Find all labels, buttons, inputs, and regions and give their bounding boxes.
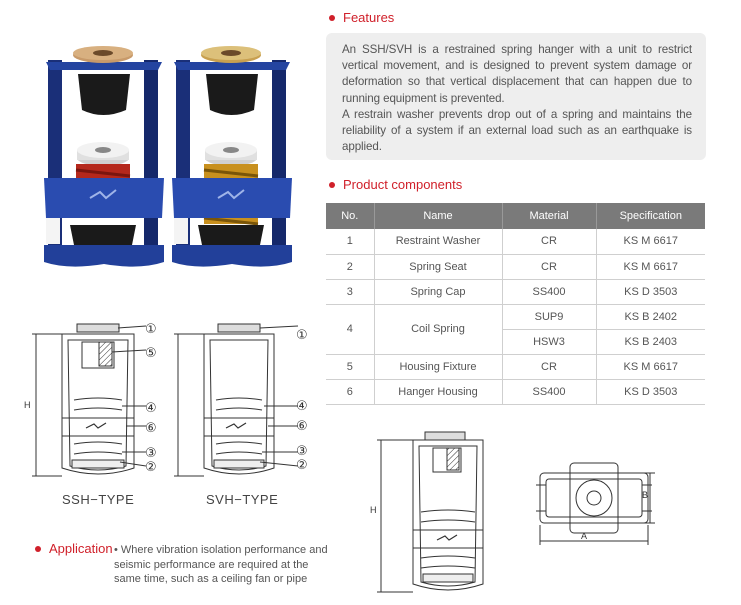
table-row — [326, 229, 705, 254]
header-material: Material — [502, 203, 596, 229]
callout-6: ⑥ — [296, 418, 308, 433]
cell-no: 6 — [326, 379, 374, 404]
callout-5: ⑤ — [145, 345, 157, 360]
cell-spec: KS D 3503 — [596, 379, 705, 404]
cell-no: 5 — [326, 354, 374, 379]
callout-4: ④ — [296, 398, 308, 413]
features-paragraph-2: A restrain washer prevents drop out of a spring and maintains the reliability of a system if an external load such as an earthquake is applied. — [342, 107, 692, 154]
cell-name: Restraint Washer — [374, 229, 502, 254]
cell-spec: KS M 6617 — [596, 254, 705, 279]
cell-material: HSW3 — [502, 329, 596, 354]
callout-4: ④ — [145, 400, 157, 415]
cell-spec: KS B 2402 — [596, 304, 705, 329]
callout-3: ③ — [145, 445, 157, 460]
product-photo-ssh — [40, 40, 170, 275]
bullet-icon — [329, 182, 335, 188]
cell-material: CR — [502, 229, 596, 254]
table-row — [326, 279, 705, 304]
table-row — [326, 379, 705, 404]
features-title — [329, 10, 394, 25]
callout-2: ② — [145, 459, 157, 474]
dimension-drawing-front — [365, 430, 505, 605]
cell-name: Housing Fixture — [374, 354, 502, 379]
callout-2: ② — [296, 457, 308, 472]
components-table — [326, 203, 705, 405]
cell-name: Coil Spring — [374, 304, 502, 354]
cell-material: SS400 — [502, 279, 596, 304]
cell-no: 1 — [326, 229, 374, 254]
cell-material: CR — [502, 354, 596, 379]
svh-type-caption: SVH−TYPE — [206, 492, 279, 507]
ssh-type-caption: SSH−TYPE — [62, 492, 135, 507]
top-b-label: B — [642, 490, 649, 500]
table-row — [326, 304, 705, 329]
cell-spec: KS D 3503 — [596, 279, 705, 304]
components-title — [329, 177, 462, 192]
cell-material: CR — [502, 254, 596, 279]
callout-6: ⑥ — [145, 420, 157, 435]
cell-spec: KS B 2403 — [596, 329, 705, 354]
header-no: No. — [326, 203, 374, 229]
application-title-text: Application — [49, 541, 113, 556]
cell-name: Spring Seat — [374, 254, 502, 279]
table-row — [326, 254, 705, 279]
cell-name: Spring Cap — [374, 279, 502, 304]
components-title-text: Product components — [343, 177, 463, 192]
application-title — [35, 541, 113, 556]
cell-material: SS400 — [502, 379, 596, 404]
callout-3: ③ — [296, 443, 308, 458]
application-text: • Where vibration isolation performance and seismic performance are required at the same time, such as a ceiling fan or pipe — [114, 544, 328, 585]
front-h-label: H — [370, 505, 377, 515]
bullet-icon — [35, 546, 41, 552]
features-title-text: Features — [343, 10, 395, 25]
dimension-drawing-top — [530, 455, 670, 560]
product-photo-svh — [168, 40, 298, 275]
cell-name: Hanger Housing — [374, 379, 502, 404]
ssh-h-label: H — [24, 400, 31, 410]
cell-no: 4 — [326, 304, 374, 354]
bullet-icon — [329, 15, 335, 21]
callout-1: ① — [296, 327, 308, 342]
table-row — [326, 354, 705, 379]
cell-no: 3 — [326, 279, 374, 304]
header-specification: Specification — [596, 203, 705, 229]
cell-no: 2 — [326, 254, 374, 279]
cell-spec: KS M 6617 — [596, 354, 705, 379]
components-table-wrap — [326, 203, 705, 405]
features-box — [326, 33, 706, 160]
top-a-label: A — [581, 531, 588, 541]
cell-spec: KS M 6617 — [596, 229, 705, 254]
header-name: Name — [374, 203, 502, 229]
callout-1: ① — [145, 321, 157, 336]
table-header-row — [326, 203, 705, 229]
cell-material: SUP9 — [502, 304, 596, 329]
features-paragraph-1: An SSH/SVH is a restrained spring hanger with a unit to restrict vertical movement, and is designed to prevent system damage or deformation so that vertical displacement that can happen due to running equipment is prevented. — [342, 43, 692, 105]
